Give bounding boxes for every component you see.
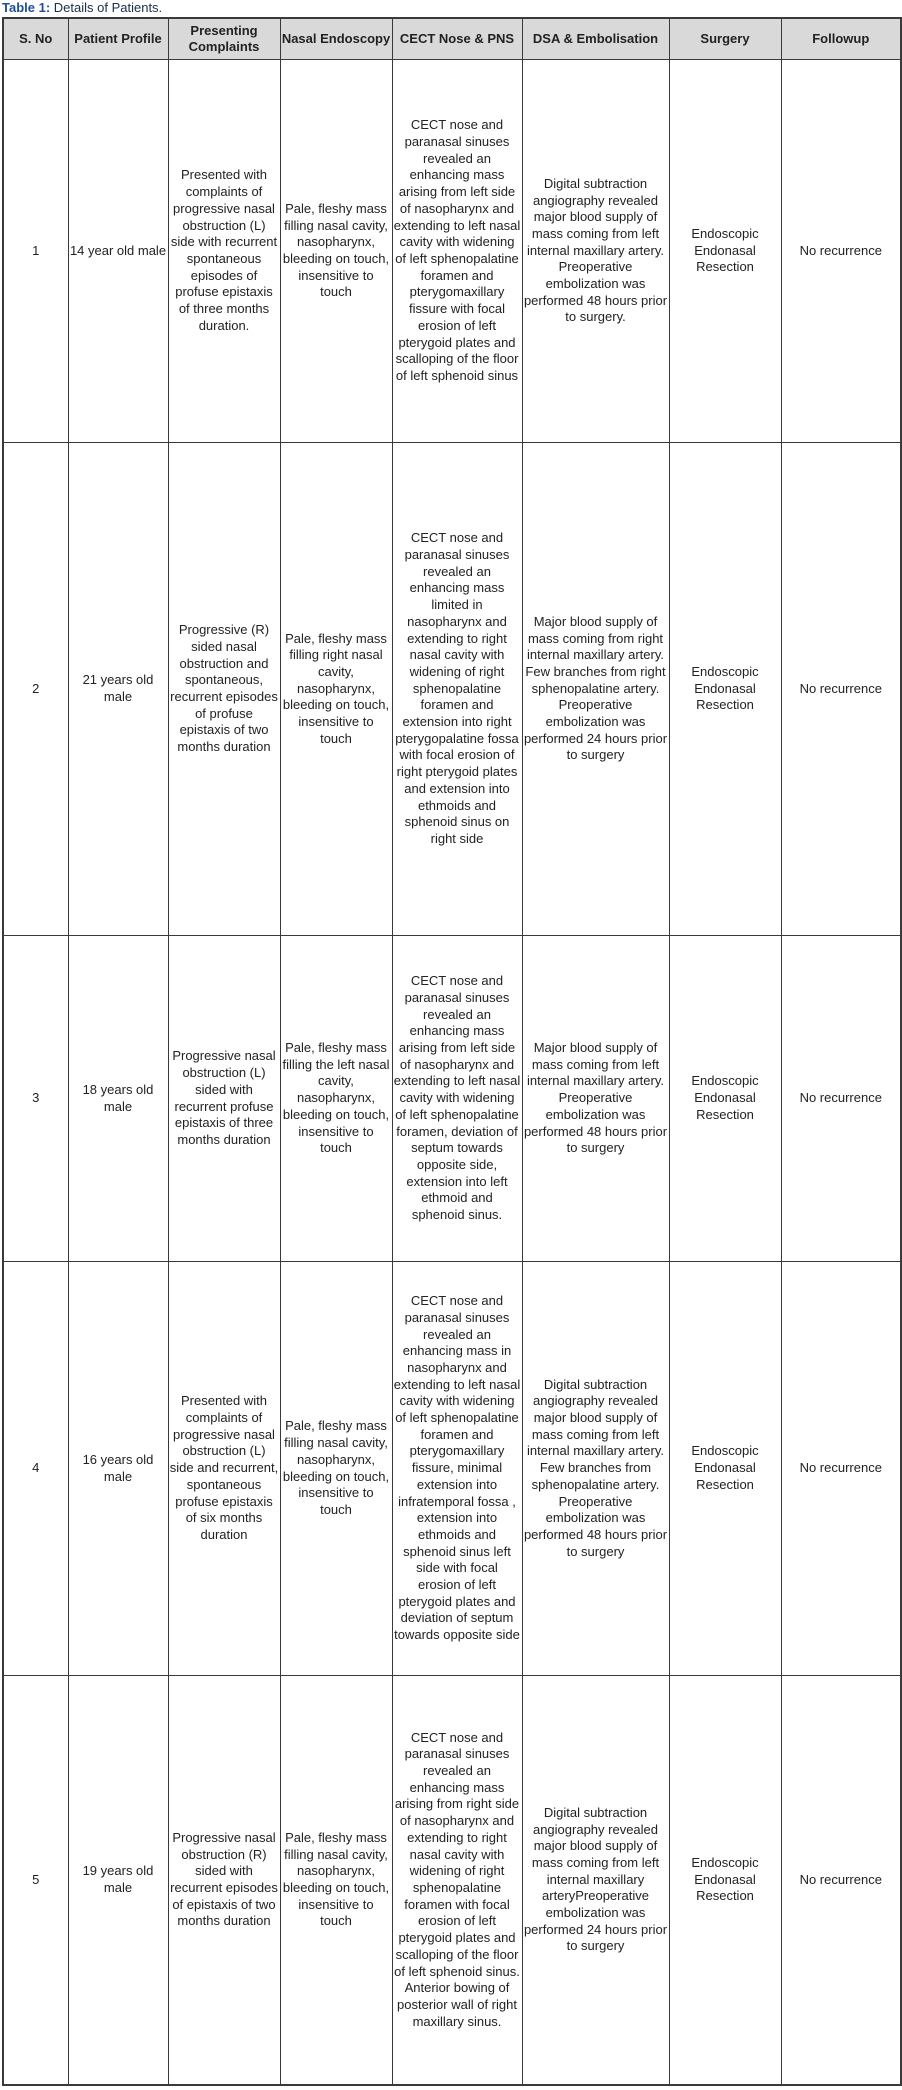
cell-cect: CECT nose and paranasal sinuses revealed an enhancing mass arising from left side of nasopharynx and extending to left nasal cavity with widening of left sphenopalatine foramen and pterygomaxillary fissure with focal erosion of left pterygoid plates and scalloping of the floor of left sphenoid sinus [392,60,522,443]
table-row [3,443,901,936]
cell-sno: 5 [3,1676,68,2086]
cell-dsa: Digital subtraction angiography revealed major blood supply of mass coming from left internal maxillary artery. Preoperative embolization was performed 48 hours prior to surgery. [522,60,669,443]
cell-endoscopy: Pale, fleshy mass filling nasal cavity, nasopharynx, bleeding on touch, insensitive to touch [280,1676,392,2086]
cell-cect: CECT nose and paranasal sinuses revealed an enhancing mass in nasopharynx and extending to left nasal cavity with widening of left sphenopalatine foramen and pterygomaxillary fissure, minimal extension into infratemporal fossa , extension into ethmoids and sphenoid sinus left side with focal erosion of left pterygoid plates and deviation of septum towards opposite side [392,1262,522,1676]
cell-endoscopy: Pale, fleshy mass filling nasal cavity, nasopharynx, bleeding on touch, insensitive to touch [280,60,392,443]
header-profile: Patient Profile [68,18,168,60]
cell-surgery: Endoscopic Endonasal Resection [669,1676,781,2086]
cell-complaints: Progressive (R) sided nasal obstruction and spontaneous, recurrent episodes of profuse epistaxis of two months duration [168,443,280,936]
cell-complaints: Progressive nasal obstruction (R) sided with recurrent episodes of epistaxis of two months duration [168,1676,280,2086]
cell-dsa: Major blood supply of mass coming from left internal maxillary artery. Preoperative embolization was performed 48 hours prior to surgery [522,936,669,1262]
cell-sno: 4 [3,1262,68,1676]
cell-followup: No recurrence [781,443,901,936]
cell-cect: CECT nose and paranasal sinuses revealed an enhancing mass limited in nasopharynx and extending to right nasal cavity with widening of right sphenopalatine foramen and extension into right pterygopalatine fossa with focal erosion of right pterygoid plates and extension into ethmoids and sphenoid sinus on right side [392,443,522,936]
cell-sno: 2 [3,443,68,936]
caption-label: Table 1: [2,0,51,15]
cell-complaints: Progressive nasal obstruction (L) sided with recurrent profuse epistaxis of three months duration [168,936,280,1262]
header-dsa: DSA & Embolisation [522,18,669,60]
cell-endoscopy: Pale, fleshy mass filling nasal cavity, nasopharynx, bleeding on touch, insensitive to touch [280,1262,392,1676]
header-sno: S. No [3,18,68,60]
cell-dsa: Digital subtraction angiography revealed major blood supply of mass coming from left internal maxillary artery. Few branches from sphenopalatine artery. Preoperative embolization was performed 48 hours prior to surgery [522,1262,669,1676]
table-row [3,60,901,443]
caption-text: Details of Patients. [50,0,163,15]
cell-surgery: Endoscopic Endonasal Resection [669,443,781,936]
cell-endoscopy: Pale, fleshy mass filling the left nasal cavity, nasopharynx, bleeding on touch, insensitive to touch [280,936,392,1262]
cell-profile: 21 years old male [68,443,168,936]
cell-dsa: Digital subtraction angiography revealed major blood supply of mass coming from left internal maxillary arteryPreoperative embolization was performed 24 hours prior to surgery [522,1676,669,2086]
table-row [3,1676,901,2086]
cell-surgery: Endoscopic Endonasal Resection [669,60,781,443]
cell-cect: CECT nose and paranasal sinuses revealed an enhancing mass arising from right side of nasopharynx and extending to right nasal cavity with widening of right sphenopalatine foramen with focal erosion of left pterygoid plates and scalloping of the floor of left sphenoid sinus. Anterior bowing of posterior wall of right maxillary sinus. [392,1676,522,2086]
table-row [3,1262,901,1676]
header-row [3,18,901,60]
cell-followup: No recurrence [781,1676,901,2086]
table-caption [2,0,162,16]
cell-profile: 14 year old male [68,60,168,443]
table-row [3,936,901,1262]
cell-followup: No recurrence [781,60,901,443]
cell-surgery: Endoscopic Endonasal Resection [669,936,781,1262]
cell-complaints: Presented with complaints of progressive nasal obstruction (L) side with recurrent spontaneous episodes of profuse epistaxis of three months duration. [168,60,280,443]
cell-dsa: Major blood supply of mass coming from right internal maxillary artery. Few branches from right sphenopalatine artery. Preoperative embolization was performed 24 hours prior to surgery [522,443,669,936]
header-cect: CECT Nose & PNS [392,18,522,60]
header-surgery: Surgery [669,18,781,60]
cell-complaints: Presented with complaints of progressive nasal obstruction (L) side and recurrent, spontaneous profuse epistaxis of six months duration [168,1262,280,1676]
cell-profile: 18 years old male [68,936,168,1262]
header-followup: Followup [781,18,901,60]
cell-followup: No recurrence [781,1262,901,1676]
cell-sno: 1 [3,60,68,443]
cell-cect: CECT nose and paranasal sinuses revealed an enhancing mass arising from left side of nasopharynx and extending to left nasal cavity with widening of left sphenopalatine foramen, deviation of septum towards opposite side, extension into left ethmoid and sphenoid sinus. [392,936,522,1262]
header-complaints: Presenting Complaints [168,18,280,60]
patients-table [2,17,902,2086]
cell-sno: 3 [3,936,68,1262]
cell-profile: 19 years old male [68,1676,168,2086]
cell-profile: 16 years old male [68,1262,168,1676]
cell-surgery: Endoscopic Endonasal Resection [669,1262,781,1676]
cell-endoscopy: Pale, fleshy mass filling right nasal cavity, nasopharynx, bleeding on touch, insensitive to touch [280,443,392,936]
header-endoscopy: Nasal Endoscopy [280,18,392,60]
cell-followup: No recurrence [781,936,901,1262]
